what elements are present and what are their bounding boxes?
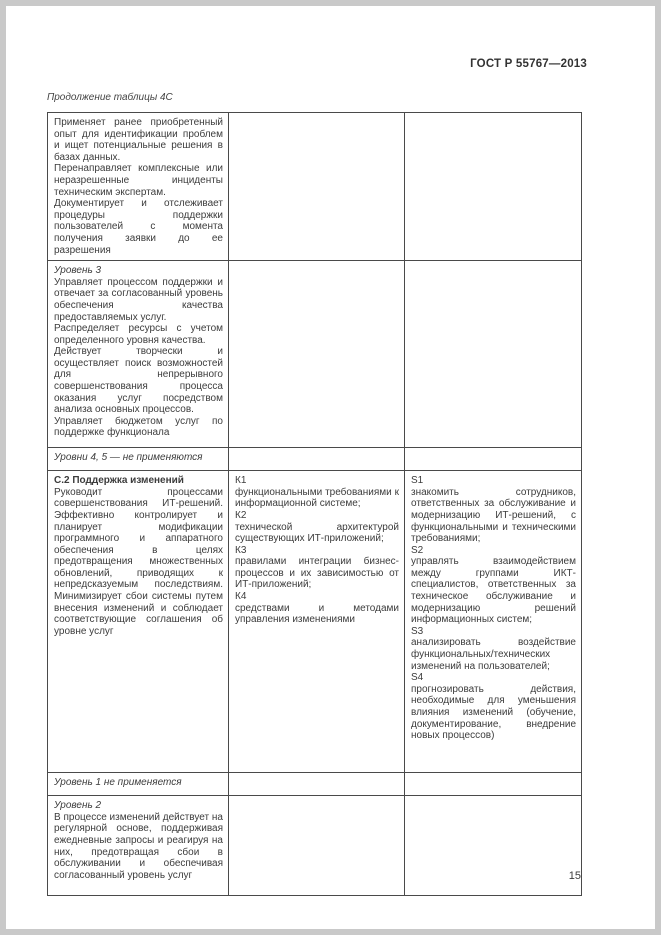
paragraph: Применяет ранее приобретенный опыт для идентификации проблем и ищет потенциальные решения в базах данных. <box>54 117 223 163</box>
cell-empty <box>229 113 405 261</box>
knowledge-label: К4 <box>235 591 247 603</box>
knowledge-text: правилами интеграции бизнес-процессов и их зависимостью от ИТ-приложений; <box>235 556 399 591</box>
doc-header: ГОСТ Р 55767—2013 <box>470 58 587 70</box>
cell-note <box>48 773 229 796</box>
cell-empty <box>229 773 405 796</box>
cell-knowledge-items <box>229 471 405 773</box>
paragraph: Распределяет ресурсы с учетом определенного уровня качества. <box>54 323 223 346</box>
competence-title: С.2 Поддержка изменений <box>54 475 184 487</box>
skill-label: S3 <box>411 625 424 637</box>
cell-empty <box>405 796 582 896</box>
knowledge-text: технической архитектурой существующих ИТ-приложений; <box>235 521 399 545</box>
paragraph: Управляет процессом поддержки и отвечает за согласованный уровень обеспечения качества предоставляемых услуг. <box>54 276 223 323</box>
cell-empty <box>405 113 582 261</box>
document-page <box>6 6 655 929</box>
table-row-level-2 <box>48 796 582 896</box>
paragraph: В процессе изменений действует на регулярной основе, поддерживая ежедневные запросы и реагируя на них, предотвращая сбои в обслуживании и обеспечивая согласованный уровень услуг <box>54 811 223 881</box>
knowledge-label: К3 <box>235 544 247 556</box>
note-text: Уровень 1 не применяется <box>54 777 182 789</box>
table-row-level-3 <box>48 261 582 448</box>
skill-text: анализировать воздействие функциональных/технических изменений на пользователей; <box>411 637 576 672</box>
knowledge-label: К1 <box>235 475 247 487</box>
cell-empty <box>229 261 405 448</box>
skill-text: прогнозировать действия, необходимые для уменьшения влияния изменений (обучение, документирование, внедрение новых процессов) <box>411 683 576 742</box>
cell-skill-items <box>405 471 582 773</box>
competence-table <box>47 112 582 896</box>
skill-label: S1 <box>411 475 424 487</box>
skill-text: знакомить сотрудников, ответственных за обслуживание и модернизацию ИТ-решений, с функциональными и техническими требованиями; <box>411 486 576 545</box>
paragraph: Документирует и отслеживает процедуры поддержки пользователей с момента получения заявки до ее разрешения <box>54 198 223 256</box>
skill-text: управлять взаимодействием между группами ИКТ-специалистов, ответственных за техническое обслуживание и модернизацию решений информационных систем; <box>411 556 576 626</box>
cell-level-2 <box>48 796 229 896</box>
cell-empty <box>405 261 582 448</box>
level-heading: Уровень 3 <box>54 265 102 277</box>
knowledge-label: К2 <box>235 509 247 521</box>
paragraph: Руководит процессами совершенствования ИТ-решений. Эффективно контролирует и планирует модификации программного и аппаратного обеспечения в целях предотвращения множественных обновлений, приводящих к непредсказуемым последствиям. Минимизирует сбои системы путем внесения изменений и соблюдает соответствующие соглашения об уровне услуг <box>54 486 223 637</box>
cell-note <box>48 448 229 471</box>
table-row-level-1-note <box>48 773 582 796</box>
page-number: 15 <box>568 870 581 882</box>
cell-empty <box>405 448 582 471</box>
cell-competence-description <box>48 471 229 773</box>
paragraph: Перенаправляет комплексные или неразрешенные инциденты техническим экспертам. <box>54 163 223 198</box>
note-text: Уровни 4, 5 — не применяются <box>54 452 203 464</box>
paragraph: Действует творчески и осуществляет поиск возможностей для непрерывного совершенствования процесса оказания услуг посредством анализа основных процессов. <box>54 346 223 416</box>
table-caption: Продолжение таблицы 4С <box>47 92 173 103</box>
level-heading: Уровень 2 <box>54 800 102 812</box>
cell-empty <box>405 773 582 796</box>
cell-level-3 <box>48 261 229 448</box>
skill-label: S4 <box>411 672 424 684</box>
table-row-c2-change-support <box>48 471 582 773</box>
paragraph: Управляет бюджетом услуг по поддержке функционала <box>54 415 223 439</box>
table-row-levels-4-5-note <box>48 448 582 471</box>
knowledge-text: средствами и методами управления изменениями <box>235 602 399 626</box>
knowledge-text: функциональными требованиями к информационной системе; <box>235 486 399 510</box>
cell-empty <box>229 448 405 471</box>
cell-empty <box>229 796 405 896</box>
skill-label: S2 <box>411 544 424 556</box>
table-row-level-continuation <box>48 113 582 261</box>
cell-description <box>48 113 229 261</box>
